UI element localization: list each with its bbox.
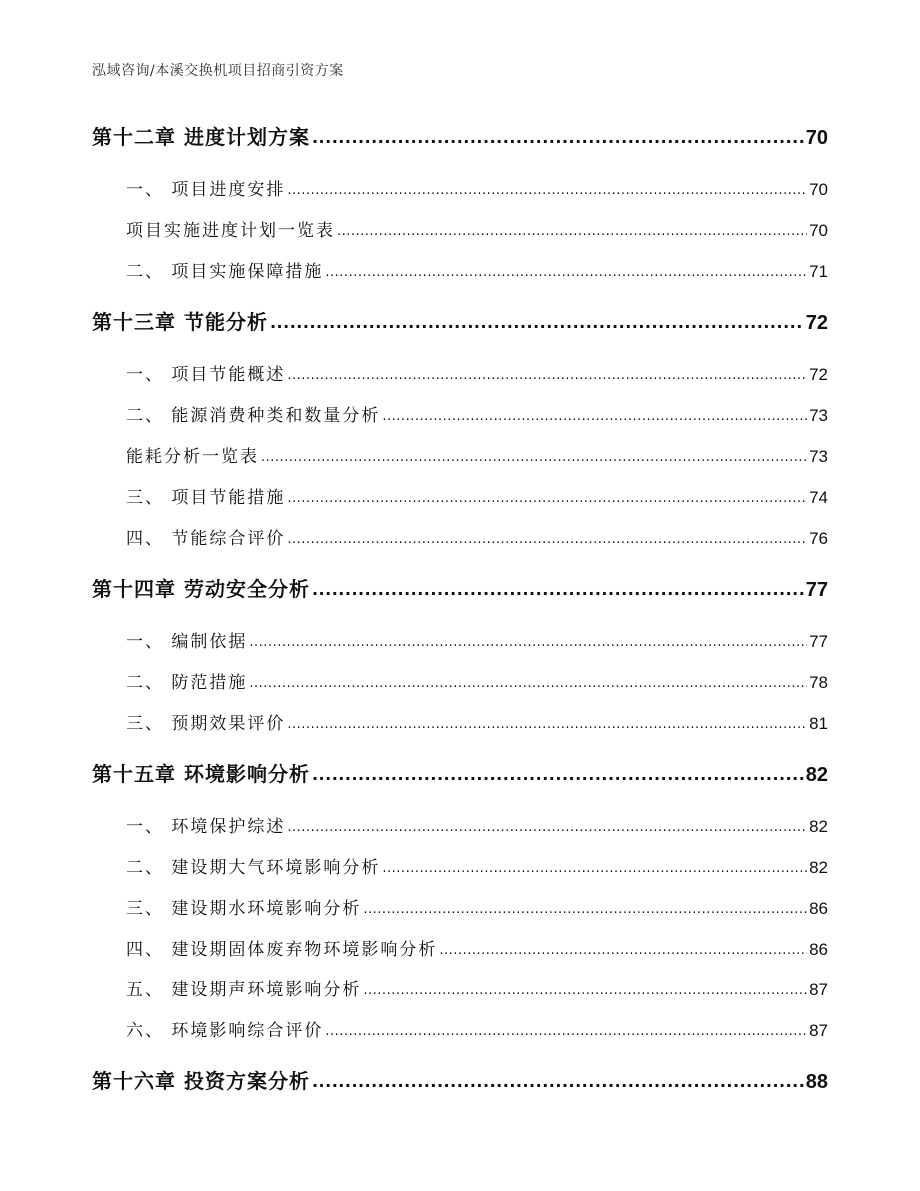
dot-leader [439,943,807,958]
dot-leader [382,409,807,424]
toc-entry-title: 四、 节能综合评价 [126,529,286,549]
toc-section[interactable] [126,216,828,241]
toc-entry-page: 70 [805,127,828,149]
toc-entry-title: 五、 建设期声环境影响分析 [126,980,362,1000]
toc-entry-page: 82 [809,817,828,836]
toc-entry-page: 77 [809,632,828,651]
toc-entry-title: 第十二章 进度计划方案 [92,125,310,149]
toc-entry-title: 第十四章 劳动安全分析 [92,577,310,601]
dot-leader [312,580,804,599]
dot-leader [325,1024,807,1039]
dot-leader [312,128,804,147]
header-divider [92,86,828,87]
toc-entry-title: 项目实施进度计划一览表 [126,221,335,241]
toc-entry-page: 81 [809,714,828,733]
toc-entry-page: 71 [809,262,828,281]
toc-entry-page: 73 [809,406,828,425]
toc-entry-title: 二、 项目实施保障措施 [126,262,324,282]
toc-section[interactable] [126,668,828,693]
toc-entry-title: 第十六章 投资方案分析 [92,1069,310,1093]
toc-entry-page: 86 [809,899,828,918]
toc-section[interactable] [126,812,828,837]
toc-entry-title: 能耗分析一览表 [126,447,259,467]
toc-entry-page: 76 [809,529,828,548]
dot-leader [363,983,807,998]
toc-entry-title: 六、 环境影响综合评价 [126,1021,324,1041]
dot-leader [337,224,807,239]
toc-entry-page: 73 [809,447,828,466]
toc-section[interactable] [126,935,828,960]
toc-entry-title: 第十三章 节能分析 [92,310,268,334]
toc-chapter-13[interactable] [92,306,828,335]
toc-section[interactable] [126,894,828,919]
toc-section[interactable] [126,442,828,467]
toc-section[interactable] [126,483,828,508]
toc-section[interactable] [126,401,828,426]
toc-entry-title: 三、 建设期水环境影响分析 [126,899,362,919]
toc-entry-page: 82 [809,858,828,877]
toc-section[interactable] [126,360,828,385]
toc-section[interactable] [126,1016,828,1041]
toc-section[interactable] [126,709,828,734]
toc-entry-page: 78 [809,673,828,692]
toc-entry-title: 四、 建设期固体废弃物环境影响分析 [126,940,438,960]
toc-entry-title: 三、 预期效果评价 [126,714,286,734]
dot-leader [287,491,807,506]
toc-entry-page: 74 [809,488,828,507]
toc-entry-page: 86 [809,940,828,959]
toc-entry-title: 三、 项目节能措施 [126,488,286,508]
toc-entry-page: 82 [805,764,828,786]
toc-chapter-16[interactable] [92,1065,828,1094]
toc-entry-title: 二、 能源消费种类和数量分析 [126,406,381,426]
toc-section[interactable] [126,627,828,652]
dot-leader [249,635,807,650]
dot-leader [325,265,807,280]
toc-entry-page: 70 [809,221,828,240]
toc-section[interactable] [126,257,828,282]
toc-entry-title: 一、 环境保护综述 [126,817,286,837]
toc-entry-title: 二、 建设期大气环境影响分析 [126,858,381,878]
toc-entry-page: 70 [809,180,828,199]
toc-entry-page: 87 [809,1021,828,1040]
toc-entry-title: 一、 项目进度安排 [126,180,286,200]
toc-entry-page: 77 [805,579,828,601]
toc-entry-title: 一、 编制依据 [126,632,248,652]
dot-leader [287,820,807,835]
toc-entry-page: 72 [809,365,828,384]
toc-entry-title: 一、 项目节能概述 [126,365,286,385]
dot-leader [261,450,807,465]
toc-section[interactable] [126,175,828,200]
dot-leader [287,368,807,383]
dot-leader [287,717,807,732]
toc-chapter-12[interactable] [92,121,828,150]
toc-chapter-15[interactable] [92,758,828,787]
dot-leader [382,861,807,876]
toc-section[interactable] [126,524,828,549]
dot-leader [312,1072,804,1091]
toc-entry-page: 88 [805,1071,828,1093]
dot-leader [270,313,804,332]
dot-leader [287,532,807,547]
dot-leader [363,902,807,917]
running-header: 泓域咨询/本溪交换机项目招商引资方案 [92,63,344,79]
toc-entry-page: 87 [809,980,828,999]
toc-entry-title: 二、 防范措施 [126,673,248,693]
toc-section[interactable] [126,853,828,878]
dot-leader [249,676,807,691]
dot-leader [312,765,804,784]
toc-entry-title: 第十五章 环境影响分析 [92,762,310,786]
dot-leader [287,183,807,198]
toc-entry-page: 72 [805,312,828,334]
toc-section[interactable] [126,975,828,1000]
toc-chapter-14[interactable] [92,573,828,602]
